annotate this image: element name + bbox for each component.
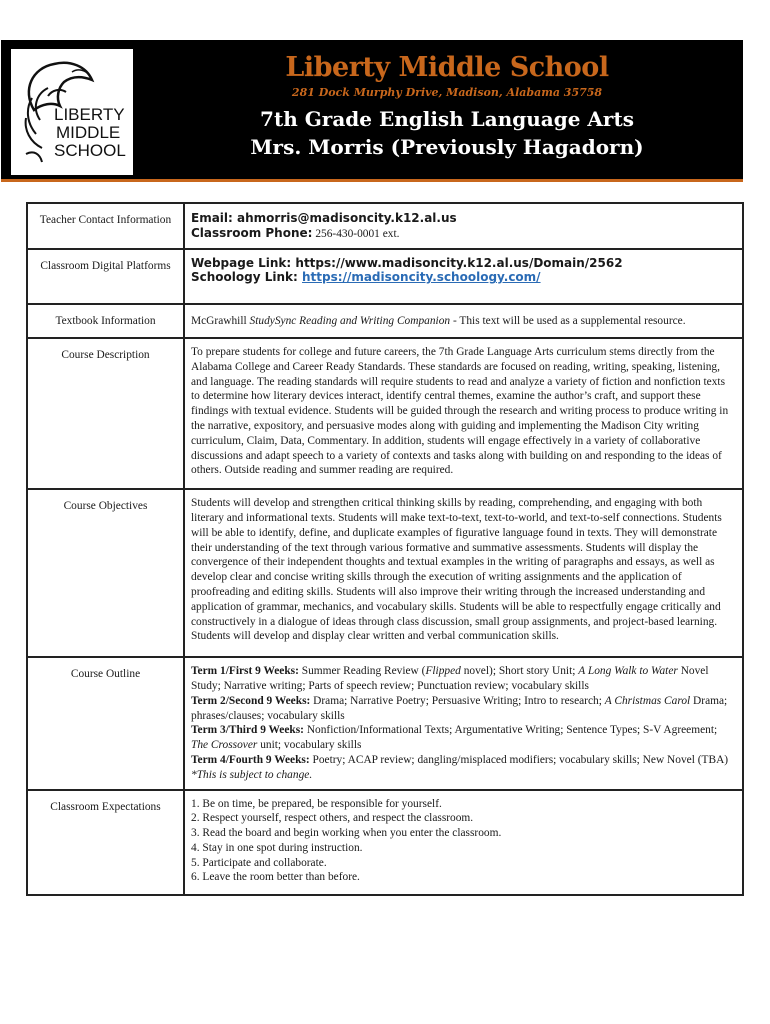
platforms-label: Classroom Digital Platforms bbox=[27, 249, 184, 305]
phone-line bbox=[191, 226, 736, 242]
term-1-label: Term 1/First 9 Weeks: bbox=[191, 665, 299, 678]
list-item: 1. Be on time, be prepared, be responsible for yourself. bbox=[191, 797, 442, 810]
term-2-text-a: Drama; Narrative Poetry; Persuasive Writing; Intro to research; bbox=[310, 694, 605, 707]
description-label: Course Description bbox=[27, 338, 184, 489]
textbook-title: StudySync Reading and Writing Companion bbox=[249, 315, 451, 328]
textbook-publisher: McGrawhill bbox=[191, 315, 250, 328]
row-description bbox=[27, 338, 743, 489]
term-2-title-carol: A Christmas Carol bbox=[604, 694, 691, 707]
webpage-label: Webpage Link: bbox=[191, 255, 292, 270]
outline-note bbox=[191, 768, 736, 783]
list-item: 2. Respect yourself, respect others, and respect the classroom. bbox=[191, 812, 474, 825]
term-3-text-c: unit; vocabulary skills bbox=[257, 739, 362, 752]
objectives-label: Course Objectives bbox=[27, 489, 184, 657]
description-text: To prepare students for college and future careers, the 7th Grade Language Arts curriculum stems directly from the Alabama College and Career Ready Standards. These standards are focused on reading, writing, speaking, listening, and language. The reading standards will require students to read and analyze a variety of fiction and nonfiction texts to determine how literary devices interact, identify central themes, examine the author’s craft, and support these findings with textual evidence. Students will be guided through the research and writing process to produce writing in the narrative, expository, and persuasive modes along with guiding and implementing the Madison City writing curriculum, Claim, Data, Commentary. In addition, students will engage effectively in a variety of collaborative discussions and adapt speech to a variety of contexts and tasks along with building on and responding to the ideas of others. Outside reading and summer reading are required. bbox=[184, 338, 743, 489]
logo-text-school: SCHOOL bbox=[54, 141, 126, 160]
term-3-text-a: Nonfiction/Informational Texts; Argumentative Writing; Sentence Types; S-V Agreement; bbox=[303, 724, 718, 737]
phone-value: 256-430-0001 ext. bbox=[315, 227, 400, 240]
term-2-label: Term 2/Second 9 Weeks: bbox=[191, 694, 311, 707]
term-1-title-flipped: Flipped bbox=[425, 665, 461, 678]
syllabus-table bbox=[26, 202, 744, 896]
outline-note-text: *This is subject to change. bbox=[191, 768, 313, 781]
row-textbook bbox=[27, 304, 743, 338]
webpage-line bbox=[191, 256, 736, 271]
row-expectations bbox=[27, 790, 743, 895]
term-3-title-crossover: The Crossover bbox=[191, 739, 258, 752]
term-3-label: Term 3/Third 9 Weeks: bbox=[191, 724, 304, 737]
course-title: 7th Grade English Language Arts bbox=[260, 107, 634, 131]
list-item: 3. Read the board and begin working when you enter the classroom. bbox=[191, 827, 502, 840]
objectives-text: Students will develop and strengthen critical thinking skills by reading, comprehending, and engaging with both literary and informational texts. Students will make text-to-text, text-to-world, and text-to-self connections. Students will be able to identify, define, and duplicate examples of figurative language found in texts. They will demonstrate their understanding of the text through various formative and summative assessments. Students will display the convergence of their independent thoughts and textual examples in the writing of paragraphs and essays, as well as develop clear and concise writing skills through the execution of writing assignments and the application of proofreading and editing skills. Students will also improve their writing through the increased understanding and application of grammar, mechanics, and vocabulary skills. Students will be able to respectfully engage critically and constructively in a dialogue of ideas through class discussion, small group assignments, and project-based learning. Students will develop and display clear written and verbal communication skills. bbox=[184, 489, 743, 657]
contact-label: Teacher Contact Information bbox=[27, 203, 184, 249]
teacher-name: Mrs. Morris (Previously Hagadorn) bbox=[250, 135, 644, 159]
term-1-text-e: Novel Study; Narrative writing; Parts of speech review; Punctuation review; vocabulary skills bbox=[191, 665, 709, 692]
term-4 bbox=[191, 753, 736, 768]
expectations-list bbox=[184, 790, 743, 895]
schoology-link[interactable]: https://madisoncity.schoology.com/ bbox=[302, 270, 541, 285]
textbook-info bbox=[184, 304, 743, 338]
email-label: Email: bbox=[191, 211, 233, 225]
schoology-label: Schoology Link: bbox=[191, 270, 298, 285]
list-item: 5. Participate and collaborate. bbox=[191, 856, 327, 869]
term-3 bbox=[191, 723, 736, 753]
email-line bbox=[191, 211, 736, 226]
school-name: Liberty Middle School bbox=[285, 52, 609, 83]
term-1-title-walk: A Long Walk to Water bbox=[578, 665, 678, 678]
expectations-label: Classroom Expectations bbox=[27, 790, 184, 895]
lion-logo-icon bbox=[12, 50, 132, 174]
email-value[interactable]: ahmorris@madisoncity.k12.al.us bbox=[237, 211, 457, 225]
outline-content bbox=[184, 657, 743, 789]
outline-label: Course Outline bbox=[27, 657, 184, 789]
term-4-label: Term 4/Fourth 9 Weeks: bbox=[191, 753, 310, 766]
row-contact bbox=[27, 203, 743, 249]
term-2 bbox=[191, 694, 736, 724]
list-item: 6. Leave the room better than before. bbox=[191, 871, 360, 884]
phone-label: Classroom Phone: bbox=[191, 225, 313, 240]
term-1 bbox=[191, 664, 736, 694]
list-item: 4. Stay in one spot during instruction. bbox=[191, 841, 363, 854]
logo-text-liberty: LIBERTY bbox=[54, 105, 125, 124]
schoology-line bbox=[191, 270, 736, 285]
school-header bbox=[1, 40, 743, 182]
term-1-text-a: Summer Reading Review ( bbox=[298, 665, 426, 678]
term-2-text-c: Drama; phrases/clauses; vocabulary skills bbox=[191, 694, 728, 722]
textbook-label: Textbook Information bbox=[27, 304, 184, 338]
school-logo bbox=[11, 49, 133, 175]
term-1-text-c: novel); Short story Unit; bbox=[460, 665, 579, 678]
webpage-link[interactable]: https://www.madisoncity.k12.al.us/Domain/2562 bbox=[295, 255, 623, 270]
term-4-text-a: Poetry; ACAP review; dangling/misplaced modifiers; vocabulary skills; New Novel (TBA) bbox=[309, 753, 729, 766]
row-outline bbox=[27, 657, 743, 789]
row-objectives bbox=[27, 489, 743, 657]
school-address: 281 Dock Murphy Drive, Madison, Alabama 35758 bbox=[291, 86, 603, 99]
textbook-note: - This text will be used as a supplemental resource. bbox=[450, 315, 686, 328]
logo-text-middle: MIDDLE bbox=[56, 123, 121, 142]
row-platforms bbox=[27, 249, 743, 305]
